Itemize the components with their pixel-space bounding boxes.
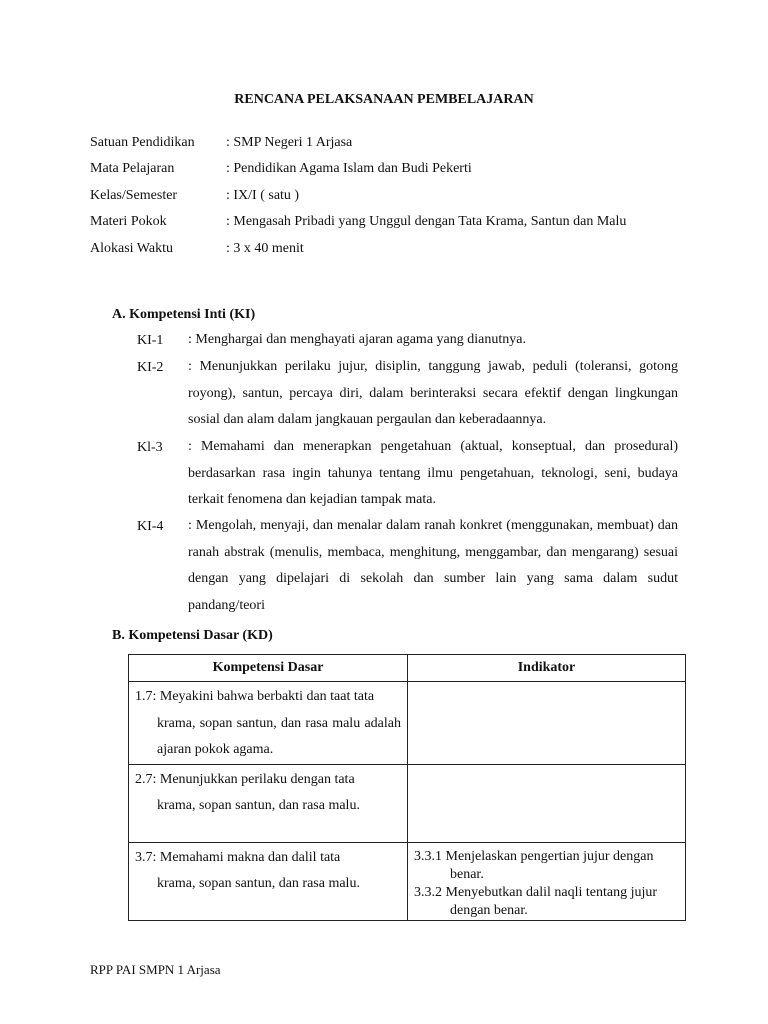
identity-label: Kelas/Semester bbox=[90, 188, 178, 203]
table-row bbox=[129, 682, 686, 765]
identity-value: : SMP Negeri 1 Arjasa bbox=[226, 135, 353, 150]
indikator-cell bbox=[408, 842, 686, 920]
identity-label: Satuan Pendidikan bbox=[90, 135, 195, 150]
kd-text-rest: krama, sopan santun, dan rasa malu. bbox=[157, 798, 360, 813]
table-row bbox=[129, 764, 686, 842]
identity-label: Materi Pokok bbox=[90, 214, 167, 229]
kompetensi-dasar-table bbox=[128, 654, 686, 921]
indikator-cell bbox=[408, 682, 686, 765]
identity-value: : 3 x 40 menit bbox=[226, 241, 304, 256]
kd-cell bbox=[129, 842, 408, 920]
indikator-text: 3.3.1 Menjelaskan pengertian jujur dengan bbox=[414, 848, 654, 864]
indikator-item bbox=[414, 884, 679, 920]
identity-value: : IX/I ( satu ) bbox=[226, 188, 300, 203]
ki-text: : Mengolah, menyaji, dan menalar dalam ranah konkret (menggunakan, membuat) dan ranah abstrak (menulis, membaca, menghitung, menggambar, dan mengarang) sesuai dengan yang dipelajari di sekolah dan sumber lain yang sama dalam sudut pandang/teori bbox=[188, 518, 678, 614]
kd-text-first: 1.7: Meyakini bahwa berbakti dan taat tata bbox=[135, 689, 375, 704]
page-title: RENCANA PELAKSANAAN PEMBELAJARAN bbox=[234, 92, 534, 107]
ki-label: KI-4 bbox=[137, 519, 164, 534]
identity-value: : Pendidikan Agama Islam dan Budi Pekerti bbox=[226, 161, 472, 176]
ki-label: Kl-3 bbox=[137, 440, 163, 455]
indikator-text-cont: benar. bbox=[450, 866, 484, 882]
table-row bbox=[129, 842, 686, 920]
section-b-heading: B. Kompetensi Dasar (KD) bbox=[112, 628, 273, 643]
indikator-cell bbox=[408, 764, 686, 842]
identity-label: Alokasi Waktu bbox=[90, 241, 173, 256]
footer-text: RPP PAI SMPN 1 Arjasa bbox=[90, 962, 221, 977]
indikator-text: 3.3.2 Menyebutkan dalil naqli tentang jujur bbox=[414, 884, 658, 900]
kd-text-first: 2.7: Menunjukkan perilaku dengan tata bbox=[135, 771, 355, 787]
kd-text-first: 3.7: Memahami makna dan dalil tata bbox=[135, 849, 341, 865]
kd-text-rest: krama, sopan santun, dan rasa malu. bbox=[157, 876, 360, 891]
identity-value: : Mengasah Pribadi yang Unggul dengan Tata Krama, Santun dan Malu bbox=[226, 214, 627, 229]
indikator-item bbox=[414, 848, 679, 884]
indikator-text-cont: dengan benar. bbox=[450, 902, 528, 918]
identity-label: Mata Pelajaran bbox=[90, 161, 175, 176]
ki-text: : Memahami dan menerapkan pengetahuan (aktual, konseptual, dan prosedural) berdasarkan rasa ingin tahunya tentang ilmu pengetahuan, teknologi, seni, budaya terkait fenomena dan kejadian tampak mata. bbox=[188, 439, 678, 508]
ki-text: : Menghargai dan menghayati ajaran agama yang dianutnya. bbox=[188, 332, 526, 347]
indikator-column-header: Indikator bbox=[408, 655, 686, 682]
ki-label: KI-2 bbox=[137, 360, 164, 375]
kd-column-header: Kompetensi Dasar bbox=[129, 655, 408, 682]
ki-text: : Menunjukkan perilaku jujur, disiplin, tanggung jawab, peduli (toleransi, gotong royong), santun, percaya diri, dalam berinteraksi secara efektif dengan lingkungan sosial dan alam dalam jangkauan pergaulan dan keberadaannya. bbox=[188, 359, 678, 428]
ki-label: KI-1 bbox=[137, 333, 164, 348]
kd-cell bbox=[129, 682, 408, 765]
section-a-heading: A. Kompetensi Inti (KI) bbox=[112, 307, 256, 322]
kd-text-rest: krama, sopan santun, dan rasa malu adalah ajaran pokok agama. bbox=[157, 715, 401, 757]
kd-cell bbox=[129, 764, 408, 842]
